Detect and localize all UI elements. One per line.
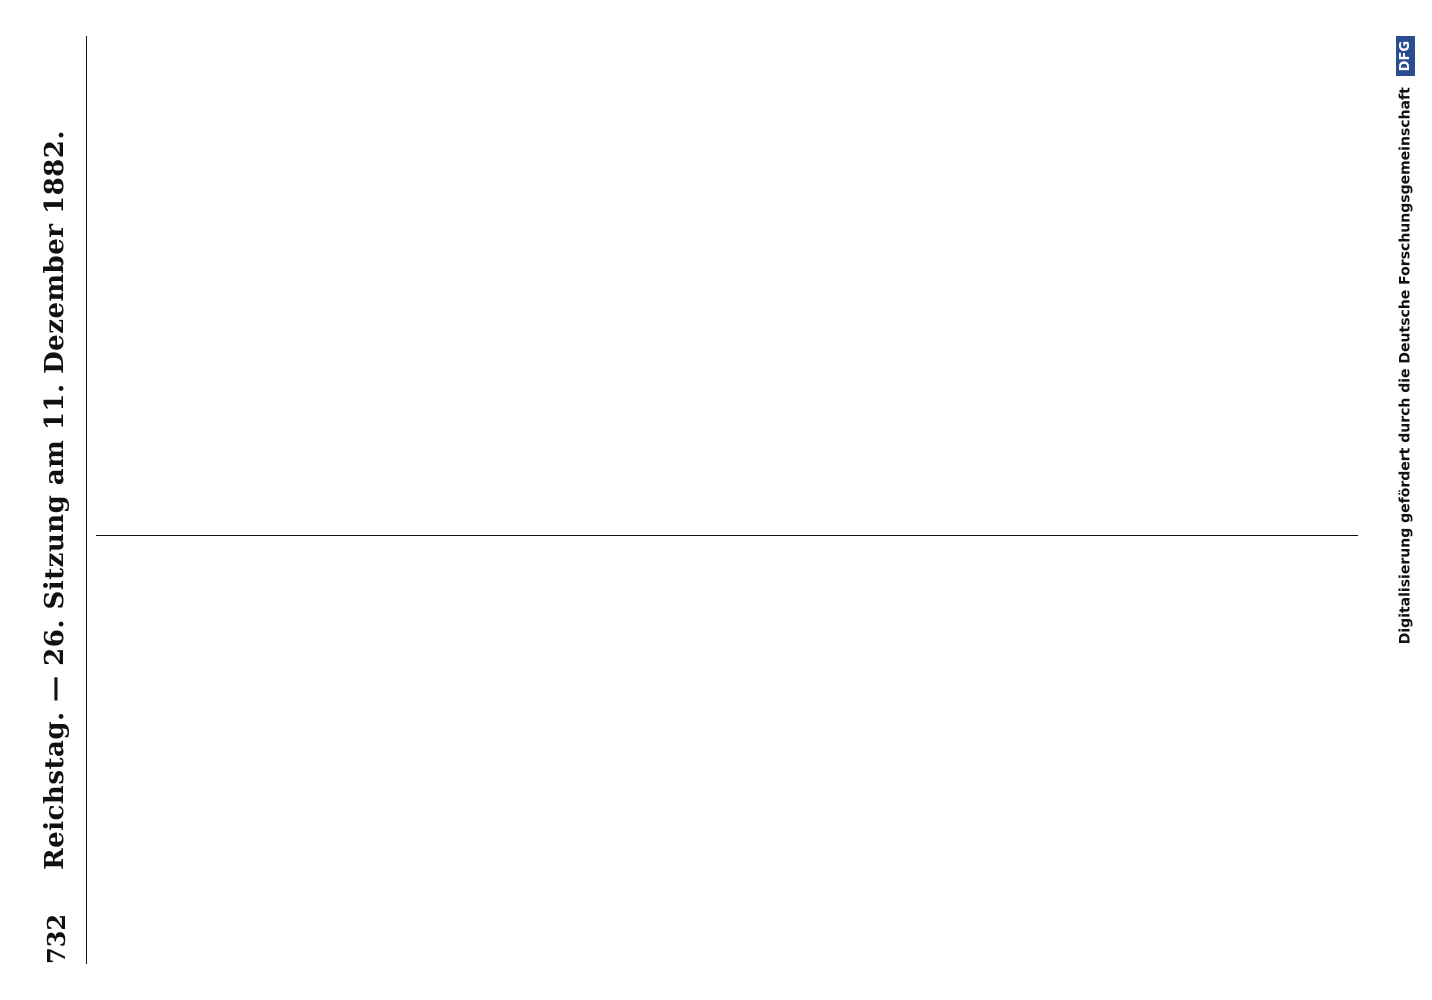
digitization-credit [1396,36,1424,964]
page-number: 732 [42,913,71,964]
page-header [36,36,80,964]
column-divider [96,535,1358,536]
dfg-logo: DFG [1396,36,1415,76]
text-columns [96,36,1358,964]
running-head: Reichstag. — 26. Sitzung am 11. Dezember 1882. [40,130,70,870]
credit-text: Digitalisierung gefördert durch die Deutsche Forschungsgemeinschaft [1397,87,1414,645]
header-rule [86,36,87,964]
left-column [96,514,1358,964]
right-column [96,36,1358,486]
